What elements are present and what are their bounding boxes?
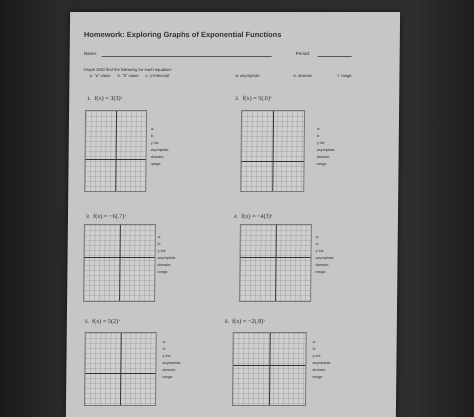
range-label: range:	[157, 270, 169, 274]
range-label: range:	[312, 375, 324, 379]
problem-6-answer-labels	[312, 339, 331, 381]
domain-label: domain:	[157, 263, 172, 267]
equation-text: f(x) = 5(.6)ˣ	[242, 95, 272, 102]
range-label: range:	[316, 162, 328, 166]
equation-text: f(x) = 5(2)ˣ	[92, 318, 121, 325]
b-label: b:	[162, 347, 166, 351]
problem-4-answer-labels	[315, 234, 334, 276]
problem-number: 5.	[84, 319, 90, 325]
problem-number: 2.	[235, 96, 240, 102]
y-int-label: y-int:	[157, 249, 166, 253]
y-int-label: y-int:	[312, 354, 321, 358]
problem-number: 4.	[233, 214, 239, 220]
y-int-label: y-int:	[315, 249, 324, 253]
problem-number: 3.	[85, 214, 91, 220]
problem-4-equation	[234, 213, 273, 220]
a-label: a:	[316, 127, 321, 131]
y-int-label: y-int:	[150, 141, 160, 145]
part-c: c. y-intercept	[145, 73, 170, 78]
b-label: b:	[316, 134, 321, 138]
problem-6-equation	[225, 318, 265, 325]
y-int-label: y-int:	[316, 141, 326, 145]
asymptote-label: asymptote:	[162, 361, 182, 365]
name-blank	[102, 56, 272, 57]
range-label: range:	[315, 270, 327, 274]
asymptote-label: asymptote:	[150, 148, 170, 152]
a-label: a:	[157, 235, 161, 239]
y-axis	[120, 333, 122, 405]
problem-2-equation	[235, 95, 272, 102]
y-axis	[275, 225, 277, 301]
period-label: Period:	[295, 51, 311, 56]
problem-6-graph-grid	[232, 332, 307, 406]
part-d: d. asymptote	[235, 73, 260, 78]
b-label: b:	[150, 134, 155, 138]
domain-label: domain:	[315, 263, 330, 267]
y-axis	[272, 111, 274, 191]
problem-5-answer-labels	[162, 339, 181, 381]
y-int-label: y-int:	[162, 354, 171, 358]
b-label: b:	[157, 242, 161, 246]
a-label: a:	[150, 127, 155, 131]
domain-label: domain:	[316, 155, 331, 159]
problem-5-graph-grid	[84, 332, 157, 406]
b-label: b:	[312, 347, 316, 351]
domain-label: domain:	[312, 368, 326, 372]
problem-5-equation	[85, 318, 120, 325]
y-axis	[269, 333, 271, 405]
y-axis	[119, 225, 121, 301]
problem-3-graph-grid	[83, 224, 156, 302]
problem-4-graph-grid	[239, 224, 312, 302]
a-label: a:	[315, 235, 319, 239]
asymptote-label: asymptote:	[312, 361, 332, 365]
part-b: b. "b" value	[117, 73, 139, 78]
part-a: a. "a" value	[89, 73, 111, 78]
domain-label: domain:	[150, 155, 165, 159]
problem-1-graph-grid	[84, 110, 147, 192]
name-label: Name:	[83, 51, 98, 56]
instructions: Graph AND find the following for each equation:	[83, 67, 173, 72]
range-label: range:	[162, 375, 174, 379]
asymptote-label: asymptote:	[315, 256, 335, 260]
problem-number: 6.	[224, 319, 230, 325]
a-label: a:	[162, 340, 166, 344]
b-label: b:	[315, 242, 319, 246]
asymptote-label: asymptote:	[157, 256, 177, 260]
equation-text: f(x) = −6(.7)ˣ	[93, 213, 127, 220]
problem-2-graph-grid	[240, 110, 305, 192]
worksheet-title: Homework: Exploring Graphs of Exponential Functions	[83, 30, 282, 39]
part-e: e. domain	[293, 73, 312, 78]
range-label: range:	[150, 162, 162, 166]
problem-1-answer-labels	[150, 126, 169, 168]
equation-text: f(x) = −2(.8)ˣ	[232, 318, 266, 325]
problem-2-answer-labels	[316, 126, 335, 168]
problem-1-equation	[87, 95, 122, 102]
period-blank	[318, 56, 352, 57]
a-label: a:	[312, 340, 316, 344]
equation-text: f(x) = 3(3)ˣ	[94, 95, 123, 102]
problem-3-answer-labels	[157, 234, 176, 276]
problem-number: 1.	[87, 96, 92, 102]
y-axis	[115, 111, 117, 191]
equation-text: f(x) = −4(3)ˣ	[241, 213, 273, 220]
part-f: f. range	[337, 73, 352, 78]
worksheet-page	[66, 12, 400, 417]
domain-label: domain:	[162, 368, 176, 372]
problem-3-equation	[86, 213, 126, 220]
asymptote-label: asymptote:	[316, 148, 336, 152]
